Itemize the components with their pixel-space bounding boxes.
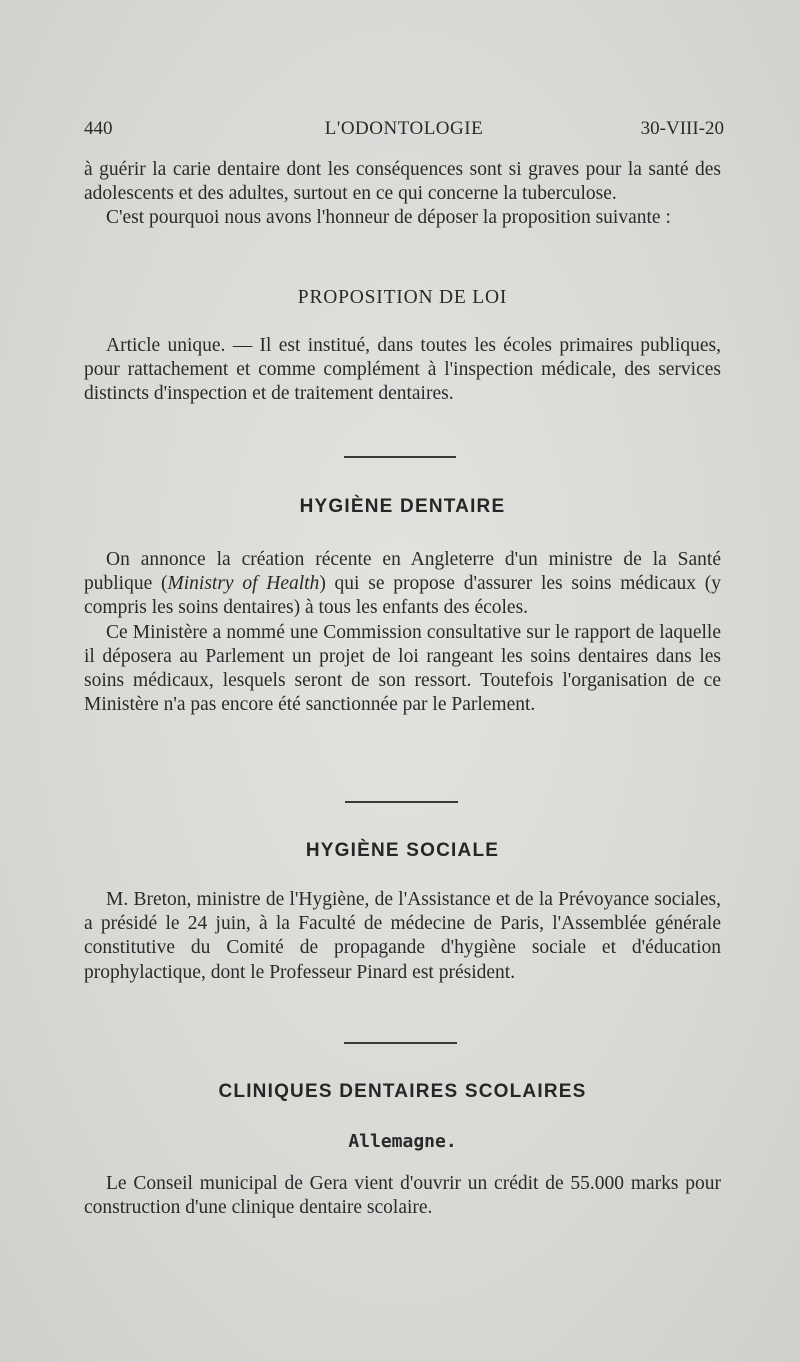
cliniques-paragraph: Le Conseil municipal de Gera vient d'ouvrir un crédit de 55.000 marks pour construction d'une clinique dentaire scolaire. [84, 1173, 721, 1219]
hd-p1-start: On annonce la création récente en Angleterre d'un ministre de la Santé publique ( [84, 549, 721, 595]
cliniques-title: CLINIQUES DENTAIRES SCOLAIRES [218, 1081, 587, 1102]
intro-paragraph-2: C'est pourquoi nous avons l'honneur de déposer la proposition suivante : [106, 207, 671, 229]
running-header [84, 118, 724, 144]
section-divider-1 [344, 456, 456, 458]
hygiene-dentaire-paragraph-1 [84, 548, 721, 621]
cliniques-section [84, 1172, 721, 1220]
issue-date: 30-VIII-20 [640, 118, 724, 139]
hygiene-dentaire-paragraph-2: Ce Ministère a nommé une Commission consultative sur le rapport de laquelle il déposera au Parlement un projet de loi rangeant les soins dentaires dans les soins médicaux, lesquels seront de son ressort. Toutefois l'organisation de ce Ministère n'a pas encore été sanctionnée par le Parlement. [84, 621, 721, 716]
allemagne-subtitle: Allemagne. [348, 1131, 457, 1152]
section-divider-3 [344, 1042, 457, 1044]
hygiene-sociale-section [84, 888, 721, 985]
ministry-of-health-italic: Ministry of Health [167, 573, 320, 595]
intro-paragraph-1: à guérir la carie dentaire dont les conséquences sont si graves pour la santé des adolescents et des adultes, surtout en ce qui concerne la tuberculose. [84, 159, 721, 205]
page-number: 440 [84, 118, 113, 139]
hd-p1-end: ) qui se propose d'assurer les soins médicaux (y compris les soins dentaires) à tous les enfants des écoles. [84, 573, 721, 619]
intro-section [84, 158, 721, 231]
hygiene-sociale-title: HYGIÈNE SOCIALE [305, 840, 500, 861]
proposition-title: PROPOSITION DE LOI [297, 287, 508, 308]
journal-title: L'ODONTOLOGIE [324, 118, 484, 139]
proposition-section [84, 334, 721, 407]
hygiene-dentaire-section [84, 548, 721, 717]
hygiene-dentaire-title: HYGIÈNE DENTAIRE [299, 496, 506, 517]
section-divider-2 [345, 801, 458, 803]
hygiene-sociale-paragraph: M. Breton, ministre de l'Hygiène, de l'Assistance et de la Prévoyance sociales, a présidé le 24 juin, à la Faculté de médecine de Paris, l'Assemblée générale constitutive du Comité de propagande d'hygiène sociale et d'éducation prophylactique, dont le Professeur Pinard est président. [84, 889, 721, 983]
proposition-article: Article unique. — Il est institué, dans toutes les écoles primaires publiques, pour rattachement et comme complément à l'inspection médicale, des services distincts d'inspection et de traitement dentaires. [84, 335, 721, 405]
